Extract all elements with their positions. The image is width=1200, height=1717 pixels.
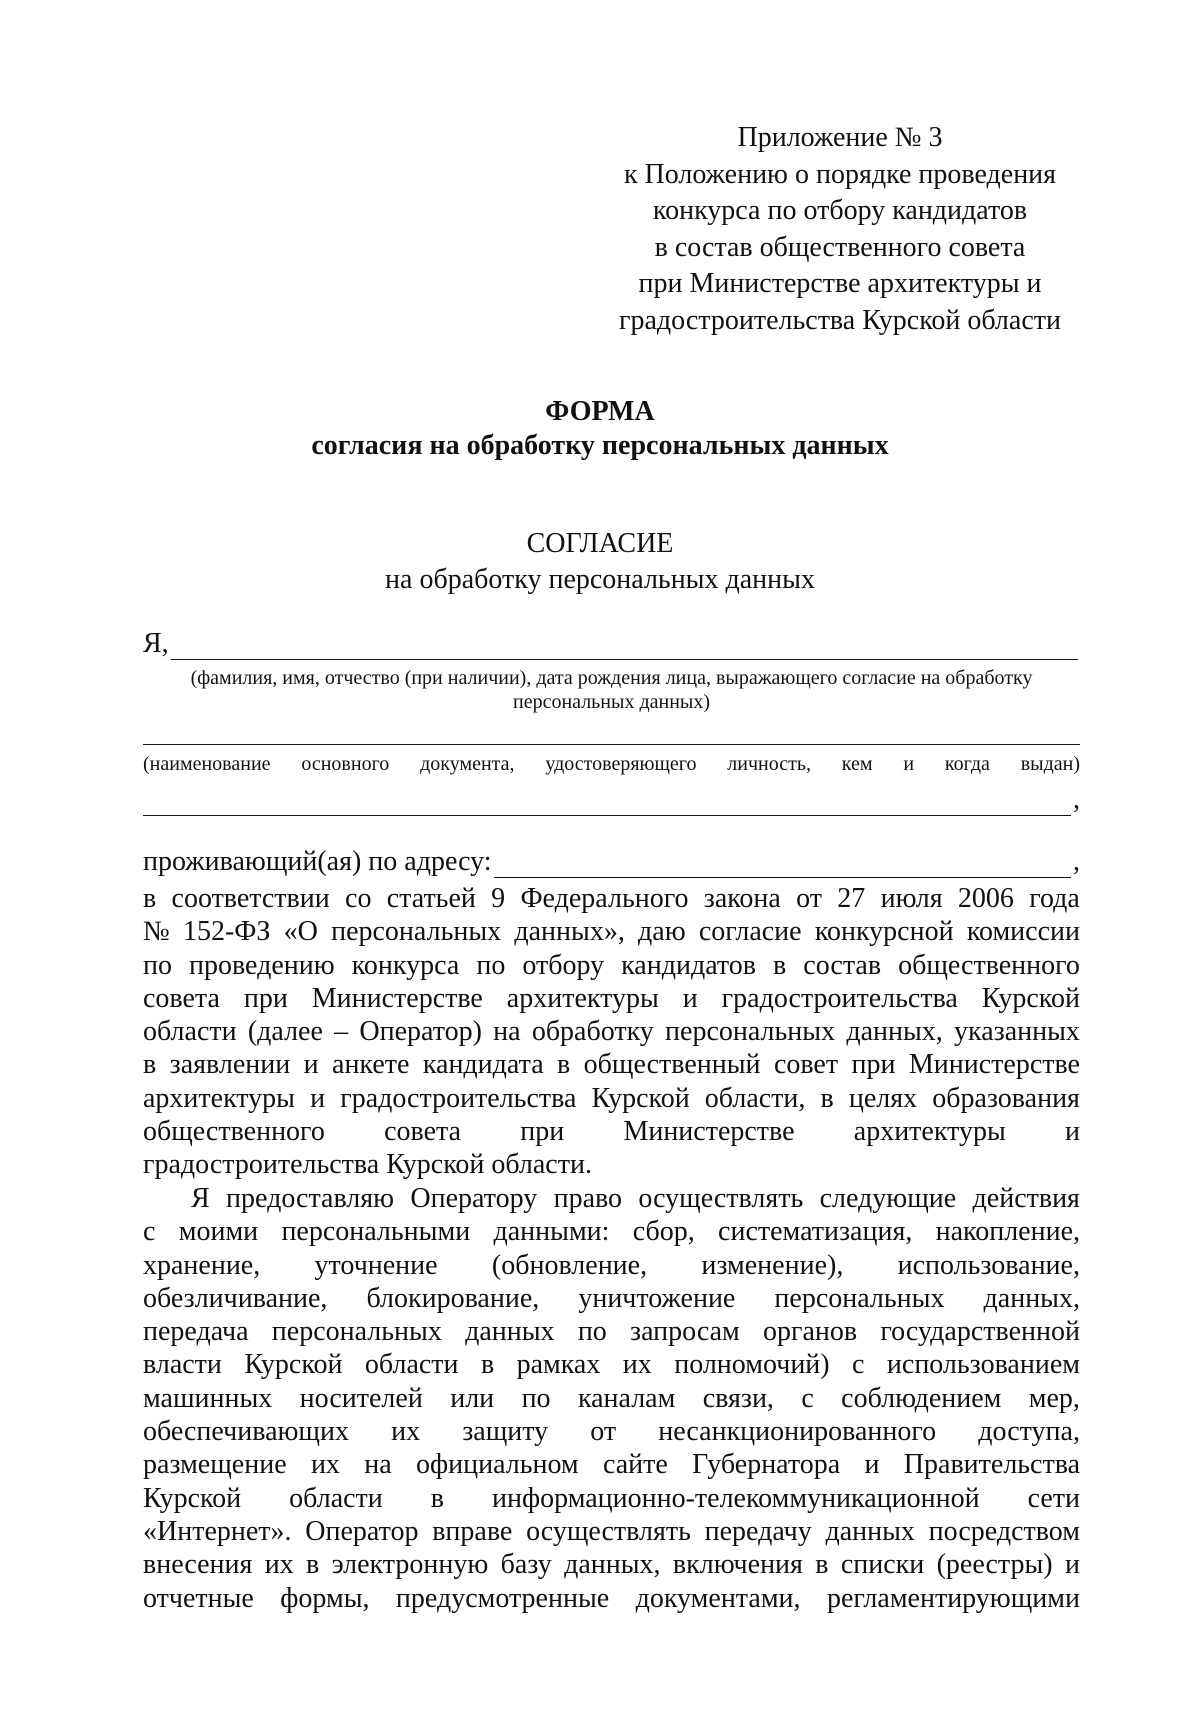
appendix-line: градостроительства Курской области bbox=[619, 304, 1061, 336]
p1-text: в заявлении и анкете кандидата в общественный совет при Министерстве bbox=[143, 1049, 1080, 1081]
p1-line bbox=[143, 1015, 1080, 1048]
p2-line bbox=[143, 1315, 1080, 1348]
name-prefix: Я, bbox=[143, 628, 169, 659]
p1-line bbox=[143, 915, 1080, 948]
appendix-header bbox=[590, 120, 1090, 339]
document-blank-line-2[interactable] bbox=[143, 793, 1071, 816]
p2-text: хранение, уточнение (обновление, изменение), использование, bbox=[143, 1249, 1080, 1281]
p2-line bbox=[143, 1382, 1080, 1415]
p2-text: власти Курской области в рамках их полномочий) с использованием bbox=[143, 1349, 1080, 1381]
p2-text: обеспечивающих их защиту от несанкционированного доступа, bbox=[143, 1416, 1080, 1448]
appendix-line: в состав общественного совета bbox=[654, 231, 1026, 263]
p2-text: «Интернет». Оператор вправе осуществлять передачу данных посредством bbox=[143, 1515, 1080, 1547]
paragraph-1 bbox=[143, 882, 1080, 1182]
address-blank-line[interactable] bbox=[494, 855, 1071, 878]
name-field-row bbox=[143, 628, 1080, 660]
p1-text: № 152-ФЗ «О персональных данных», даю согласие конкурсной комиссии bbox=[143, 916, 1080, 948]
p2-text: передача персональных данных по запросам органов государственной bbox=[143, 1316, 1080, 1348]
p1-line bbox=[143, 1148, 1080, 1181]
p2-text: Я предоставляю Оператору право осуществлять следующие действия bbox=[191, 1183, 1080, 1214]
document-line-suffix: , bbox=[1073, 784, 1080, 815]
p2-line bbox=[143, 1282, 1080, 1315]
p1-line bbox=[143, 982, 1080, 1015]
p1-line bbox=[143, 1082, 1080, 1115]
p2-text: внесения их в электронную базу данных, включения в списки (реестры) и bbox=[143, 1549, 1080, 1581]
p2-line bbox=[143, 1182, 1080, 1215]
address-field-row bbox=[143, 846, 1080, 878]
paragraph-2 bbox=[143, 1182, 1080, 1615]
document-field-row-2 bbox=[143, 784, 1080, 816]
p2-line bbox=[143, 1415, 1080, 1448]
p2-line bbox=[143, 1249, 1080, 1282]
address-suffix: , bbox=[1073, 846, 1080, 877]
p2-line bbox=[143, 1215, 1080, 1248]
p2-line bbox=[143, 1582, 1080, 1615]
document-blank-line[interactable] bbox=[143, 744, 1080, 745]
form-heading: ФОРМА bbox=[545, 396, 655, 427]
p1-text: по проведению конкурса по отбору кандидатов в состав общественного bbox=[143, 949, 1080, 981]
p2-text: машинных носителей или по каналам связи, с соблюдением мер, bbox=[143, 1382, 1080, 1414]
p2-line bbox=[143, 1348, 1080, 1381]
p2-text: отчетные формы, предусмотренные документами, регламентирующими bbox=[143, 1582, 1080, 1614]
p2-line bbox=[143, 1482, 1080, 1515]
appendix-line: к Положению о порядке проведения bbox=[623, 158, 1057, 190]
p1-text: в соответствии со статьей 9 Федерального закона от 27 июля 2006 года bbox=[143, 883, 1080, 914]
p2-line bbox=[143, 1448, 1080, 1481]
p1-text: общественного совета при Министерстве архитектуры и bbox=[143, 1116, 1080, 1148]
p1-line bbox=[143, 949, 1080, 982]
p2-line bbox=[143, 1548, 1080, 1581]
name-caption: (фамилия, имя, отчество (при наличии), дата рождения лица, выражающего согласие на обработку персональных данных) bbox=[190, 667, 1033, 713]
appendix-line: конкурса по отбору кандидатов bbox=[652, 195, 1028, 226]
p1-text: области (далее – Оператор) на обработку персональных данных, указанных bbox=[143, 1016, 1080, 1048]
address-prefix: проживающий(ая) по адресу: bbox=[143, 846, 492, 877]
p1-line bbox=[143, 882, 1080, 915]
form-subheading: согласия на обработку персональных данных bbox=[311, 430, 889, 461]
p2-text: размещение их на официальном сайте Губернатора и Правительства bbox=[143, 1449, 1080, 1481]
p1-line bbox=[143, 1048, 1080, 1081]
p2-text: обезличивание, блокирование, уничтожение персональных данных, bbox=[143, 1282, 1080, 1314]
p2-line bbox=[143, 1515, 1080, 1548]
consent-heading: СОГЛАСИЕ bbox=[526, 528, 674, 559]
appendix-line: Приложение № 3 bbox=[737, 122, 943, 153]
p2-text: с моими персональными данными: сбор, систематизация, накопление, bbox=[143, 1216, 1080, 1248]
p1-text: совета при Министерстве архитектуры и градостроительства Курской bbox=[143, 982, 1080, 1014]
p1-text: градостроительства Курской области. bbox=[143, 1149, 592, 1181]
p2-text: Курской области в информационно-телекоммуникационной сети bbox=[143, 1482, 1080, 1514]
document-caption: (наименование основного документа, удостоверяющего личность, кем и когда выдан) bbox=[143, 753, 1080, 775]
appendix-line: при Министерстве архитектуры и bbox=[638, 268, 1042, 299]
p1-text: архитектуры и градостроительства Курской области, в целях образования bbox=[143, 1082, 1080, 1114]
name-blank-line[interactable] bbox=[171, 637, 1078, 660]
p1-line bbox=[143, 1115, 1080, 1148]
consent-subheading: на обработку персональных данных bbox=[385, 564, 815, 595]
